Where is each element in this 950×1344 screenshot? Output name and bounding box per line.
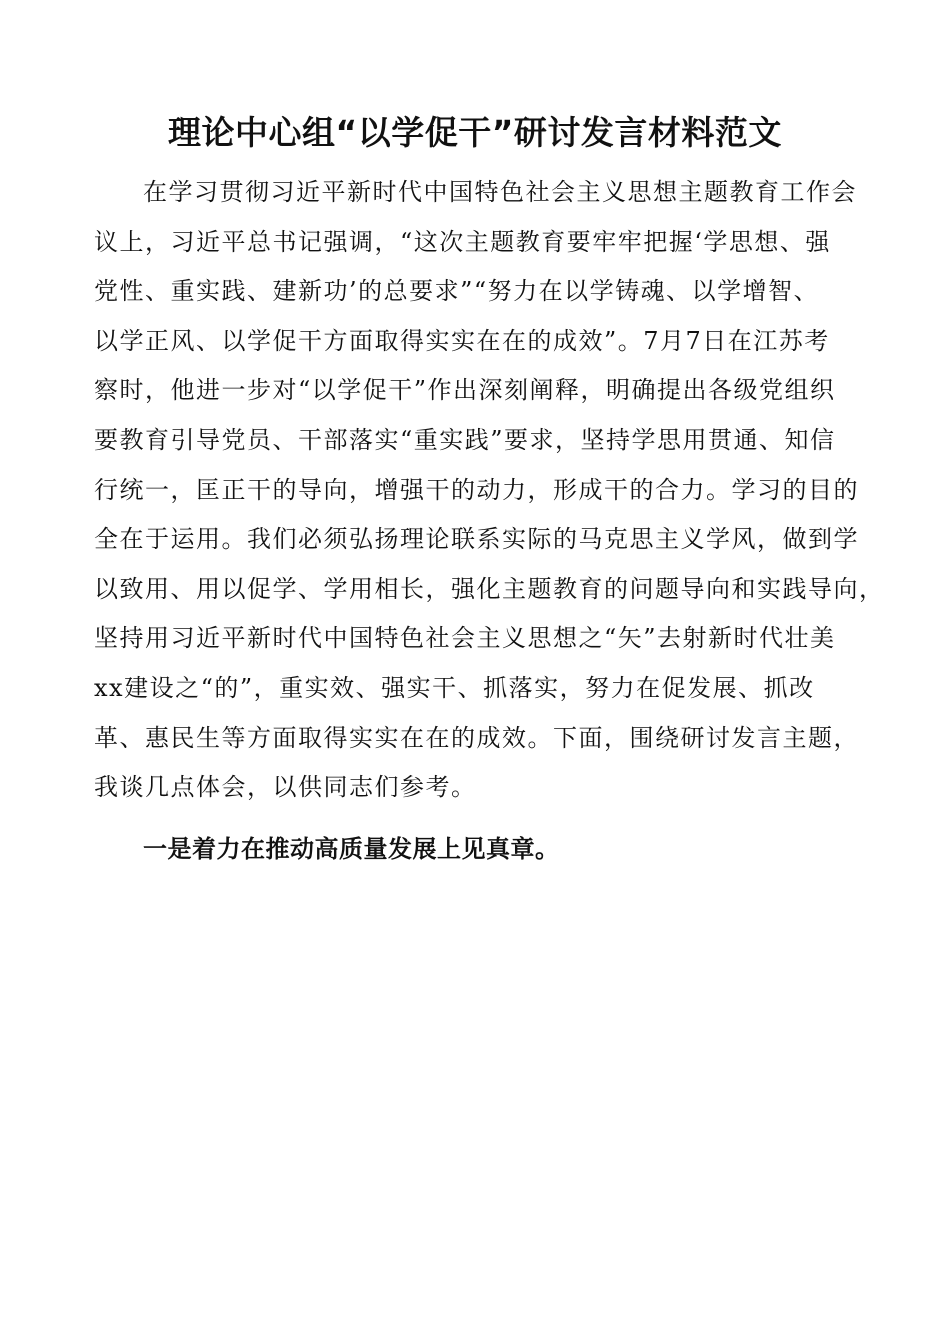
paragraph-line: 行统一，匡正干的导向，增强干的动力，形成干的合力。学习的目的 (94, 475, 859, 504)
paragraph-line: 党性、重实践、建新功’的总要求”“努力在以学铸魂、以学增智、 (94, 277, 820, 306)
paragraph-line: 我谈几点体会，以供同志们参考。 (94, 773, 477, 802)
paragraph-line: 以学正风、以学促干方面取得实实在在的成效”。7月7日在江苏考 (94, 326, 830, 355)
paragraph-line: 革、惠民生等方面取得实实在在的成效。下面，围绕研讨发言主题， (94, 723, 859, 752)
document-title: 理论中心组“以学促干”研讨发言材料范文 (168, 113, 782, 152)
document-body (0, 168, 950, 874)
paragraph-line: 察时，他进一步对“以学促干”作出深刻阐释，明确提出各级党组织 (94, 376, 836, 405)
paragraph-line: 要教育引导党员、干部落实“重实践”要求，坚持学思用贯通、知信 (94, 425, 836, 454)
paragraph-line: 坚持用习近平新时代中国特色社会主义思想之“矢”去射新时代壮美 (94, 624, 836, 653)
paragraph-line: 议上，习近平总书记强调，“这次主题教育要牢牢把握‘学思想、强 (94, 227, 831, 256)
paragraph-line: 全在于运用。我们必须弘扬理论联系实际的马克思主义学风，做到学 (94, 525, 859, 554)
section-heading: 一是着力在推动高质量发展上见真章。 (143, 834, 560, 863)
paragraph-line: 在学习贯彻习近平新时代中国特色社会主义思想主题教育工作会 (143, 178, 857, 206)
paragraph-line: xx建设之“的”，重实效、强实干、抓落实，努力在促发展、抓改 (94, 673, 815, 702)
paragraph-line: 以致用、用以促学、学用相长，强化主题教育的问题导向和实践导向， (94, 574, 885, 603)
